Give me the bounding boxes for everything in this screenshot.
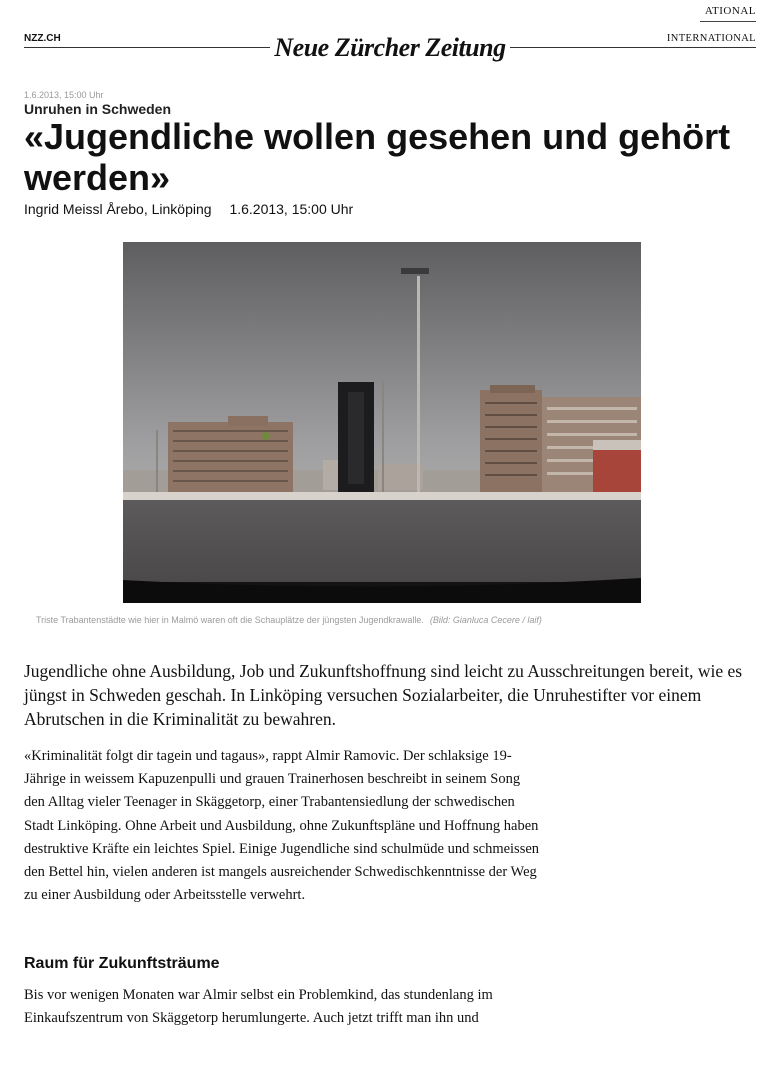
top-right-section-label[interactable]: ATIONAL	[704, 5, 756, 17]
article-subhead: Raum für Zukunftsträume	[24, 955, 220, 972]
header-rule-left	[24, 47, 284, 48]
photo-credit: (Bild: Gianluca Cecere / laif)	[429, 615, 542, 625]
masthead-logo[interactable]: Neue Zürcher Zeitung	[270, 33, 510, 63]
caption-text: Triste Trabantenstädte wie hier in Malmö waren oft die Schauplätze der jüngsten Jugendkrawalle.	[36, 615, 424, 625]
dateline: 1.6.2013, 15:00 Uhr	[24, 90, 104, 100]
article-paragraph-1: «Kriminalität folgt dir tagein und tagaus», rappt Almir Ramovic. Der schlaksige 19-Jährige in weissem Kapuzenpulli und grauen Trainerhosen beschreibt in seinem Song den Alltag vieler Teenager in Skäggetorp, einer Trabantensiedlung der schwedischen Stadt Linköping. Ohne Arbeit und Ausbildung, ohne Zukunftspläne und Hoffnung haben destruktive Kräfte ein leichtes Spiel. Einige Jugendliche sind schulmüde und schmeissen den Bettel hin, vielen anderen ist mangels ausreichender Schwedischkenntnisse der Weg zu einer Ausbildung oder Arbeitsstelle verwehrt.	[24, 748, 540, 904]
section-link-international[interactable]: INTERNATIONAL	[666, 33, 756, 44]
byline-author: Ingrid Meissl Årebo, Linköping	[24, 201, 212, 217]
byline	[24, 201, 367, 217]
site-link[interactable]: NZZ.CH	[24, 33, 61, 44]
article-kicker: Unruhen in Schweden	[24, 101, 172, 117]
byline-date: 1.6.2013, 15:00 Uhr	[229, 201, 354, 217]
photo-caption	[36, 615, 542, 625]
article-headline: «Jugendliche wollen gesehen und gehört werden»	[24, 116, 731, 198]
top-right-underline	[700, 21, 756, 22]
article-paragraph-2: Bis vor wenigen Monaten war Almir selbst ein Problemkind, das stundenlang im Einkaufszentrum von Skäggetorp herumlungerte. Auch jetzt trifft man ihn und	[24, 987, 493, 1027]
article-photo	[123, 242, 641, 603]
article-lead: Jugendliche ohne Ausbildung, Job und Zukunftshoffnung sind leicht zu Ausschreitungen bereit, wie es jüngst in Schweden geschah. In Linköping versuchen Sozialarbeiter, die Unruhestifter vor einem Abrutschen in die Kriminalität zu bewahren.	[24, 661, 743, 729]
header-rule-right	[496, 47, 756, 48]
